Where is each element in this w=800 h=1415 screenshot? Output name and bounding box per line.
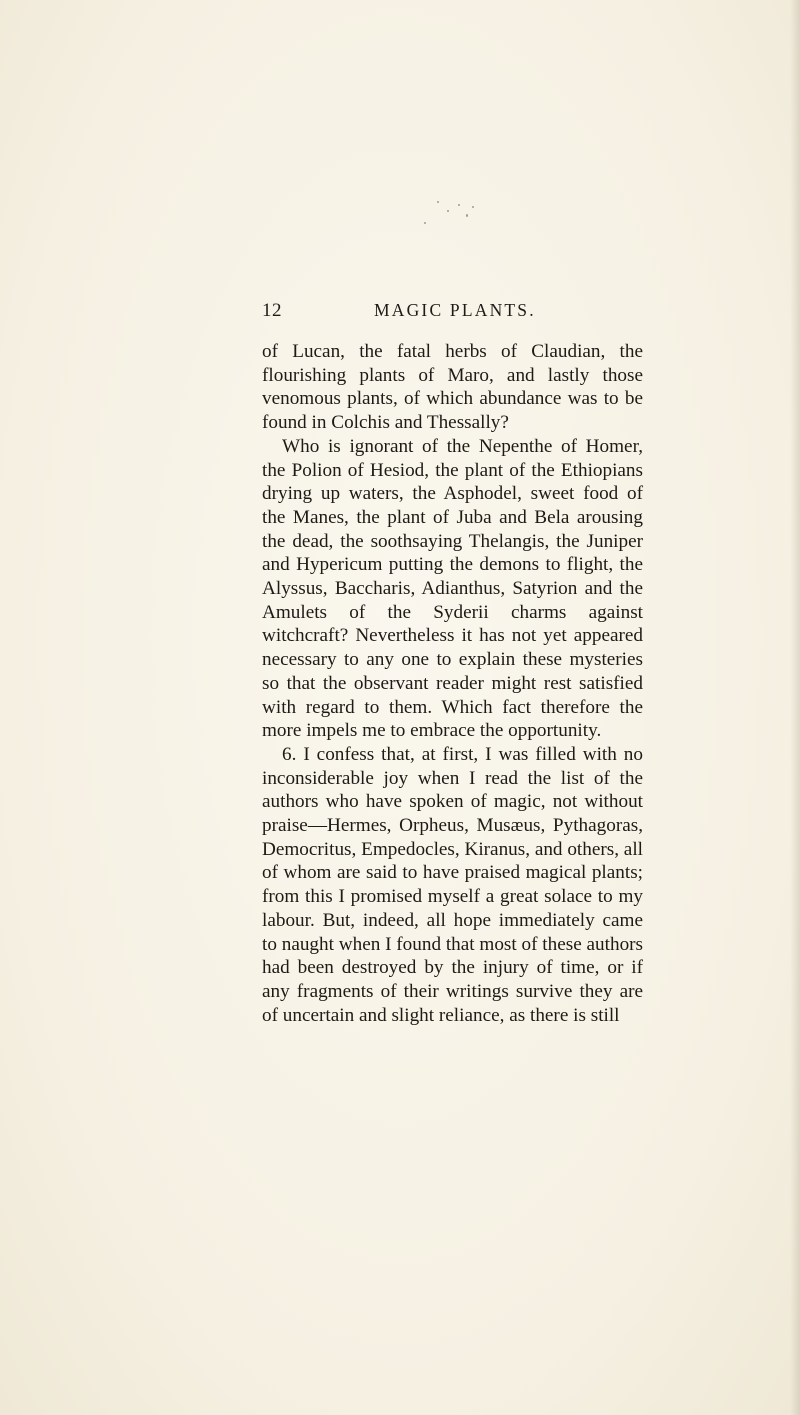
paragraph: 6. I confess that, at first, I was filled with no inconsiderable joy when I read the list of the authors who have spoken of magic, not without praise—Hermes, Orpheus, Musæus, Pythagoras, Democritus, Empedocles, Kiranus, and others, all of whom are said to have praised magical plants; from this I promised myself a great solace to my labour. But, indeed, all hope immediately came to naught when I found that most of these authors had been destroyed by the injury of time, or if any fragments of their writings survive they are of uncertain and slight reliance, as there is still xyxy=(262,743,644,1026)
paragraph: Who is ignorant of the Nepenthe of Homer, the Polion of Hesiod, the plant of the Ethiopians drying up waters, the Asphodel, sweet food of the Manes, the plant of Juba and Bela arousing the dead, the soothsaying Thelangis, the Juniper and Hypericum putting the demons to flight, the Alyssus, Baccharis, Adianthus, Satyrion and the Amulets of the Syderii charms against witchcraft? Nevertheless it has not yet appeared necessary to any one to explain these mysteries so that the observant reader might rest satisfied with regard to them. Which fact therefore the more impels me to embrace the opportunity. xyxy=(262,435,643,742)
running-head-title: MAGIC PLANTS. xyxy=(374,300,536,320)
ink-speck xyxy=(466,214,468,217)
ink-speck xyxy=(447,210,449,212)
ink-speck xyxy=(437,201,439,203)
page-header xyxy=(262,300,654,328)
body-text xyxy=(262,340,643,1027)
ink-speck xyxy=(424,222,426,224)
page-number: 12 xyxy=(262,300,282,321)
ink-speck xyxy=(472,206,474,208)
page-edge-shadow xyxy=(790,0,800,1415)
paragraph: of Lucan, the fatal herbs of Claudian, the flourishing plants of Maro, and lastly those venomous plants, of which abundance was to be found in Colchis and Thessally? xyxy=(262,341,643,434)
ink-speck xyxy=(458,204,460,206)
